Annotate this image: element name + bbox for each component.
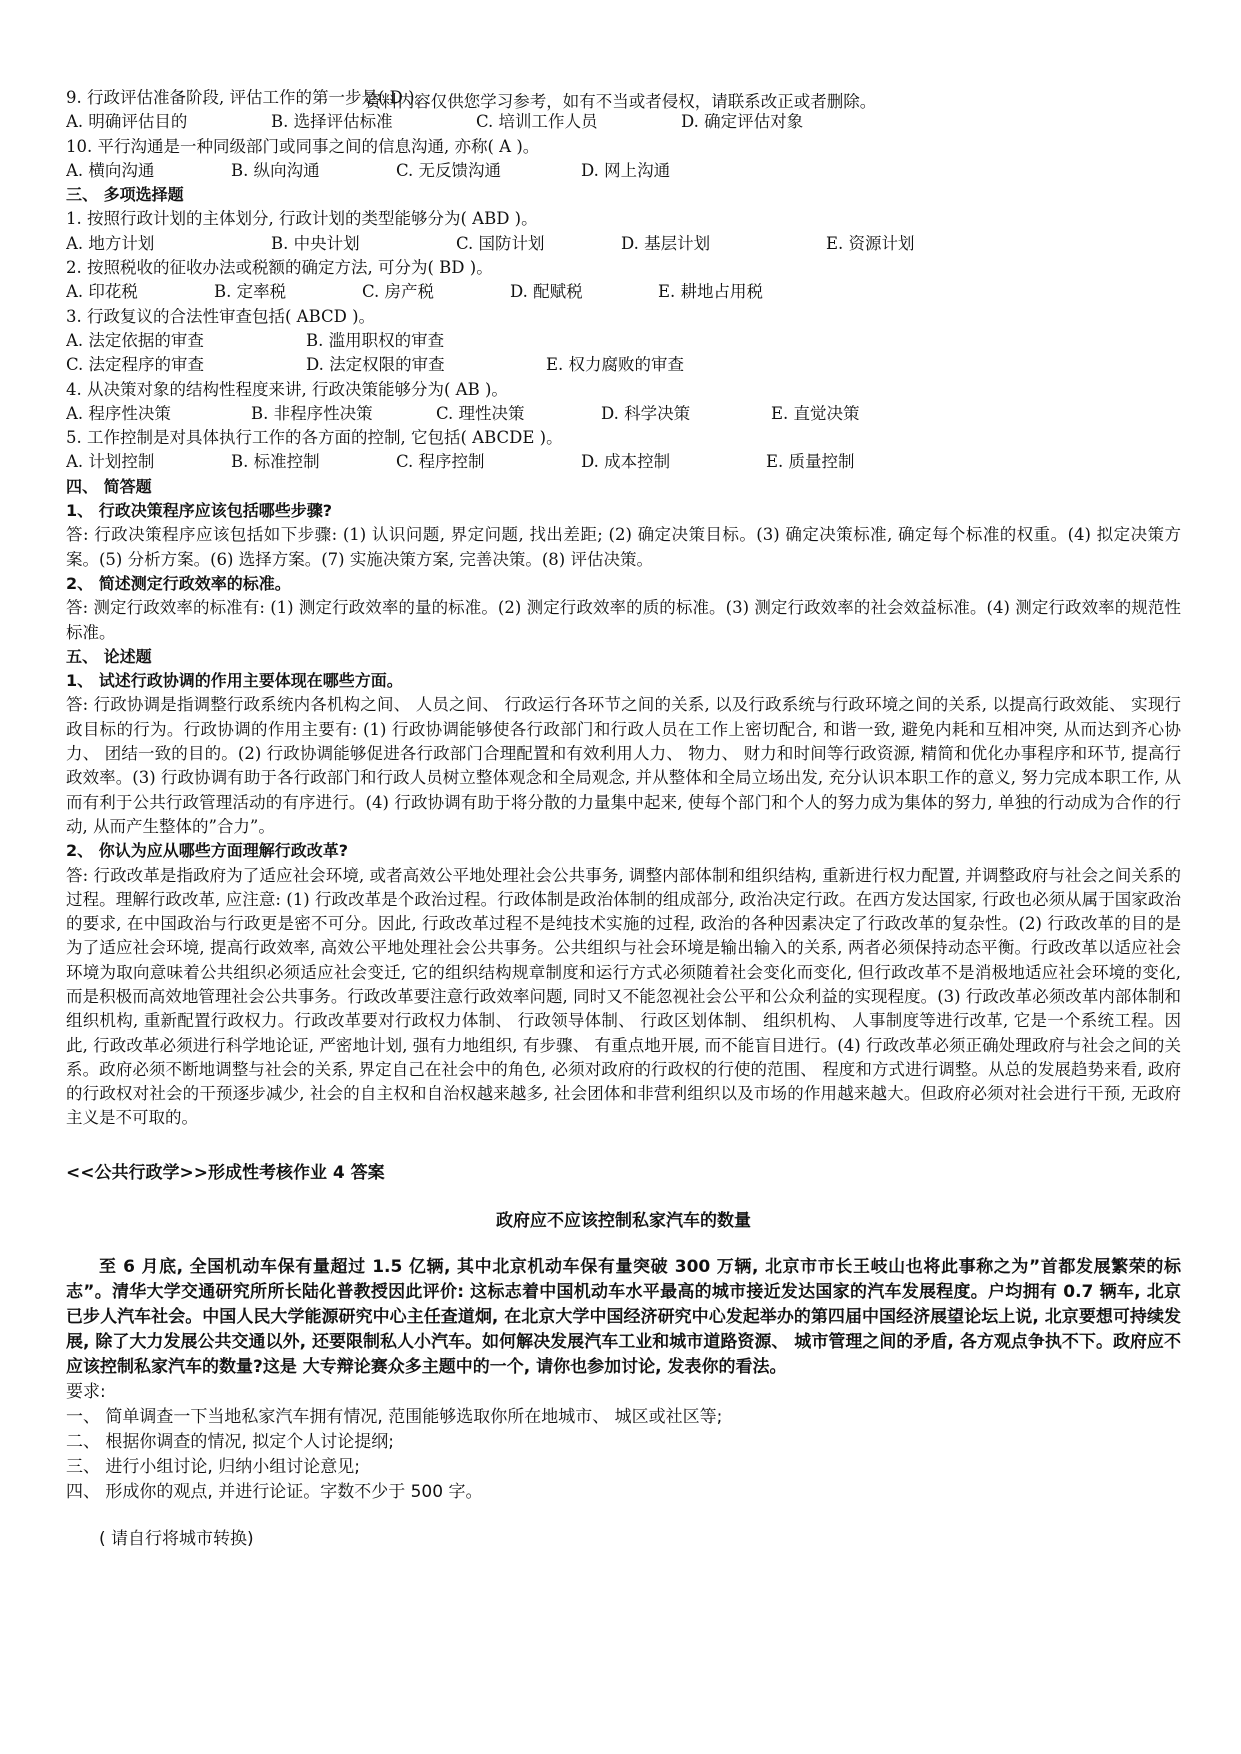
single-choice-list: [66, 86, 1181, 183]
option-row: [66, 353, 1181, 377]
requirement-item: 一、 简单调查一下当地私家汽车拥有情况, 范围能够选取你所在地城市、 城区或社区等;: [66, 1407, 723, 1428]
option-c: C. 程序控制: [396, 452, 485, 472]
option-b: B. 非程序性决策: [251, 403, 373, 423]
option-d: D. 基层计划: [621, 233, 711, 253]
option-row: [66, 329, 1181, 353]
option-e: E. 直觉决策: [771, 403, 860, 423]
question-heading: 2、 简述测定行政效率的标准。: [66, 573, 291, 593]
option-d: D. 确定评估对象: [681, 112, 804, 132]
option-a: A. 法定依据的审查: [66, 330, 204, 350]
question-text: 3. 行政复议的合法性审查包括( ABCD )。: [66, 306, 376, 326]
requirement-item: 二、 根据你调查的情况, 拟定个人讨论提纲;: [66, 1432, 394, 1453]
option-b: D. 法定权限的审查: [306, 355, 445, 375]
option-row: [66, 159, 1181, 183]
requirements-list: [66, 1405, 1181, 1505]
option-c: C. 无反馈沟通: [396, 160, 502, 180]
option-c: C. 国防计划: [456, 233, 545, 253]
option-b: B. 定率税: [214, 282, 287, 302]
option-b: B. 标准控制: [231, 452, 320, 472]
question-text: 10. 平行沟通是一种同级部门或同事之间的信息沟通, 亦称( A )。: [66, 136, 540, 156]
requirement-item: 四、 形成你的观点, 并进行论证。字数不少于 500 字。: [66, 1482, 483, 1503]
option-c: C. 培训工作人员: [476, 112, 598, 132]
section-heading-multi: 三、 多项选择题: [66, 185, 184, 205]
question-text: 4. 从决策对象的结构性程度来讲, 行政决策能够分为( AB )。: [66, 379, 508, 399]
option-e: E. 耕地占用税: [658, 282, 764, 302]
option-a: A. 印花税: [66, 282, 138, 302]
topic-title: 政府应不应该控制私家汽车的数量: [496, 1211, 751, 1232]
option-d: D. 配赋税: [510, 282, 583, 302]
page-header-notice: 资料内容仅供您学习参考，如有不当或者侵权，请联系改正或者删除。: [364, 92, 877, 111]
option-b: B. 滥用职权的审查: [306, 330, 445, 350]
answer-text: 答: 行政决策程序应该包括如下步骤: (1) 认识问题, 界定问题, 找出差距; (2) 确定决策目标。(3) 确定决策标准, 确定每个标准的权重。(4) 拟定决策方案。(5) 分析方案。(6) 选择方案。(7) 实施决策方案, 完善决策。(8) 评估决策。: [66, 525, 1181, 569]
question-text: 9. 行政评估准备阶段, 评估工作的第一步是( D )。: [66, 88, 432, 107]
option-e: E. 质量控制: [766, 452, 855, 472]
conversion-note: ( 请自行将城市转换): [99, 1529, 254, 1550]
option-row: [66, 450, 1181, 474]
option-row: [66, 280, 1181, 304]
section-heading-essay: 五、 论述题: [66, 646, 152, 666]
option-a: A. 横向沟通: [66, 160, 155, 180]
option-b: B. 纵向沟通: [231, 160, 320, 180]
question-text: 5. 工作控制是对具体执行工作的各方面的控制, 它包括( ABCDE )。: [66, 428, 563, 448]
option-a: A. 计划控制: [66, 452, 155, 472]
option-c: E. 权力腐败的审查: [546, 355, 685, 375]
question-text: 1. 按照行政计划的主体划分, 行政计划的类型能够分为( ABD )。: [66, 209, 538, 229]
option-a: C. 法定程序的审查: [66, 355, 205, 375]
question-heading: 1、 试述行政协调的作用主要体现在哪些方面。: [66, 671, 403, 691]
option-c: C. 房产税: [362, 282, 435, 302]
option-b: B. 中央计划: [271, 233, 360, 253]
option-row: [66, 110, 1181, 134]
requirement-item: 三、 进行小组讨论, 归纳小组讨论意见;: [66, 1457, 360, 1478]
option-a: A. 地方计划: [66, 233, 155, 253]
option-c: C. 理性决策: [436, 403, 525, 423]
assignment-title: <<公共行政学>>形成性考核作业 4 答案: [66, 1162, 385, 1183]
option-row: [66, 402, 1181, 426]
question-text: 2. 按照税收的征收办法或税额的确定方法, 可分为( BD )。: [66, 258, 493, 278]
option-a: A. 明确评估目的: [66, 112, 188, 132]
option-b: B. 选择评估标准: [271, 112, 393, 132]
option-e: E. 资源计划: [826, 233, 915, 253]
short-answer-list: [66, 499, 1181, 645]
option-d: D. 网上沟通: [581, 160, 671, 180]
option-d: D. 科学决策: [601, 403, 691, 423]
question-heading: 1、 行政决策程序应该包括哪些步骤?: [66, 501, 332, 521]
answer-text: 答: 测定行政效率的标准有: (1) 测定行政效率的量的标准。(2) 测定行政效率的质的标准。(3) 测定行政效率的社会效益标准。(4) 测定行政效率的规范性标准。: [66, 598, 1181, 642]
option-d: D. 成本控制: [581, 452, 671, 472]
multi-choice-list: [66, 207, 1181, 474]
question-heading: 2、 你认为应从哪些方面理解行政改革?: [66, 841, 348, 861]
option-row: [66, 232, 1181, 256]
essay-list: [66, 669, 1181, 1131]
document-body: [66, 86, 1181, 1552]
answer-text: 答: 行政协调是指调整行政系统内各机构之间、 人员之间、 行政运行各环节之间的关系, 以及行政系统与行政环境之间的关系, 以提高行政效能、 实现行政目标的行为。行政协调的作用主要有: (1) 行政协调能够使各行政部门和行政人员在工作上密切配合, 和谐一致, 避免内耗和互相冲突, 从而达到齐心协力、 团结一致的目的。(2) 行政协调能够促进各行政部门合理配置和有效利用人力、 物力、 财力和时间等行政资源, 精简和优化办事程序和环节, 提高行政效率。(3) 行政协调有助于各行政部门和行政人员树立整体观念和全局观念, 并从整体和全局立场出发, 充分认识本职工作的意义, 努力完成本职工作, 从而有利于公共行政管理活动的有序进行。(4) 行政协调有助于将分散的力量集中起来, 使每个部门和个人的努力成为集体的努力, 单独的行动成为合作的行动, 从而产生整体的”合力”。: [66, 695, 1181, 836]
option-a: A. 程序性决策: [66, 403, 171, 423]
topic-paragraph: 至 6 月底, 全国机动车保有量超过 1.5 亿辆, 其中北京机动车保有量突破 300 万辆, 北京市市长王岐山也将此事称之为”首都发展繁荣的标志”。清华大学交通研究所所长陆化普教授因此评价: 这标志着中国机动车水平最高的城市接近发达国家的汽车发展程度。户均拥有 0.7 辆车, 北京已步人汽车社会。中国人民大学能源研究中心主任查道炯, 在北京大学中国经济研究中心发起举办的第四届中国经济展望论坛上说, 北京要想可持续发展, 除了大力发展公共交通以外, 还要限制私人小汽车。如何解决发展汽车工业和城市道路资源、 城市管理之间的矛盾, 各方观点争执不下。政府应不应该控制私家汽车的数量?这是 大专辩论赛众多主题中的一个, 请你也参加讨论, 发表你的看法。: [66, 1257, 1181, 1378]
section-heading-short: 四、 简答题: [66, 476, 152, 496]
answer-text: 答: 行政改革是指政府为了适应社会环境, 或者高效公平地处理社会公共事务, 调整内部体制和组织结构, 重新进行权力配置, 并调整政府与社会之间关系的过程。理解行政改革, 应注意: (1) 行政改革是个政治过程。行政体制是政治体制的组成部分, 政治决定行政。在西方发达国家, 行政也必须从属于国家政治的要求, 在中国政治与行政更是密不可分。因此, 行政改革过程不是纯技术实施的过程, 政治的各种因素决定了行政改革的复杂性。(2) 行政改革的目的是为了适应社会环境, 提高行政效率, 高效公平地处理社会公共事务。公共组织与社会环境是输出输入的关系, 两者必须保持动态平衡。行政改革以适应社会环境为取向意味着公共组织必须适应社会变迁, 它的组织结构规章制度和运行方式必须随着社会变化而变化, 但行政改革不是消极地适应社会环境的变化, 而是积极而高效地管理社会公共事务。行政改革要注意行政效率问题, 同时又不能忽视社会公平和公众利益的实现程度。(3) 行政改革必须改革内部体制和组织机构, 重新配置行政权力。行政改革要对行政权力体制、 行政领导体制、 行政区划体制、 组织机构、 人事制度等进行改革, 它是一个系统工程。因此, 行政改革必须进行科学地论证, 严密地计划, 强有力地组织, 有步骤、 有重点地开展, 而不能盲目进行。(4) 行政改革必须正确处理政府与社会之间的关系。政府必须不断地调整与社会的关系, 界定自己在社会中的角色, 必须对政府的行政权的行使的范围、 程度和方式进行调整。从总的发展趋势来看, 政府的行政权对社会的干预逐步减少, 社会的自主权和自治权越来越多, 社会团体和非营利组织以及市场的作用越来越大。但政府必须对社会进行干预, 无政府主义是不可取的。: [66, 865, 1181, 1128]
requirements-label: 要求:: [66, 1382, 106, 1403]
